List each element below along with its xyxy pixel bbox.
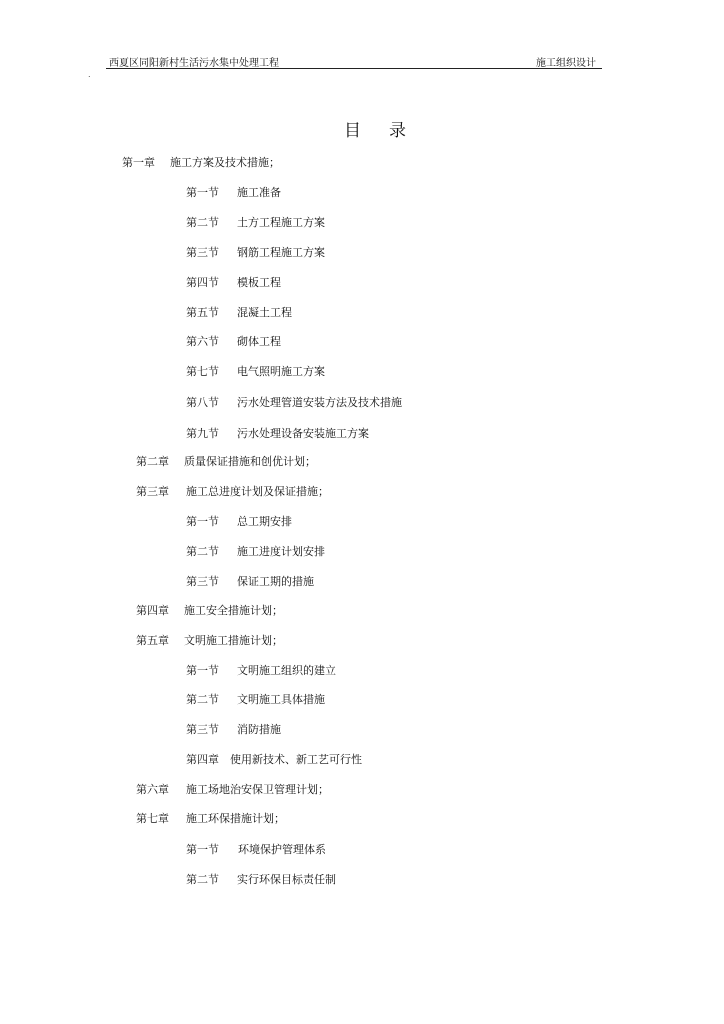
toc-entry xyxy=(186,723,281,737)
header-dot: . xyxy=(88,70,91,79)
toc-entry-text: 保证工期的措施 xyxy=(237,575,314,588)
toc-entry xyxy=(186,306,292,320)
toc-entry-number: 第二节 xyxy=(186,873,219,886)
page-title: 目录 xyxy=(344,121,434,141)
toc-entry-text: 电气照明施工方案 xyxy=(237,365,325,378)
toc-entry xyxy=(186,575,314,589)
toc-entry-text: 施工场地治安保卫管理计划； xyxy=(186,783,329,796)
toc-entry xyxy=(186,427,369,441)
toc-entry xyxy=(136,812,285,826)
toc-entry-text: 污水处理设备安装施工方案 xyxy=(237,427,369,440)
toc-entry-number: 第六节 xyxy=(186,335,219,348)
toc-entry xyxy=(186,216,325,230)
toc-entry-text: 质量保证措施和创优计划； xyxy=(184,455,316,468)
toc-entry xyxy=(186,843,326,857)
toc-entry-number: 第七节 xyxy=(186,365,219,378)
toc-entry-number: 第三节 xyxy=(186,723,219,736)
toc-entry xyxy=(186,515,292,529)
toc-entry-number: 第二节 xyxy=(186,216,219,229)
toc-entry-number: 第九节 xyxy=(186,427,219,440)
toc-entry xyxy=(186,545,325,559)
header-divider xyxy=(106,68,602,69)
toc-entry xyxy=(122,156,280,170)
toc-entry xyxy=(136,485,329,499)
toc-entry-text: 文明施工组织的建立 xyxy=(237,664,336,677)
toc-entry xyxy=(136,783,329,797)
toc-entry-number: 第六章 xyxy=(136,783,169,796)
header-project-title: 西夏区同阳新村生活污水集中处理工程 xyxy=(109,58,279,69)
toc-entry-text: 污水处理管道安装方法及技术措施 xyxy=(237,396,402,409)
toc-entry-number: 第一章 xyxy=(122,156,155,169)
toc-entry-text: 施工总进度计划及保证措施； xyxy=(186,485,329,498)
toc-entry xyxy=(136,455,316,469)
toc-entry xyxy=(186,693,325,707)
toc-entry-text: 混凝土工程 xyxy=(237,306,292,319)
toc-entry-text: 环境保护管理体系 xyxy=(238,843,326,856)
toc-entry-number: 第二章 xyxy=(136,455,169,468)
toc-entry-number: 第一节 xyxy=(186,664,219,677)
header-document-type: 施工组织设计 xyxy=(536,58,596,69)
toc-entry-number: 第四章 xyxy=(186,753,219,766)
toc-entry-number: 第七章 xyxy=(136,812,169,825)
toc-entry-text: 文明施工措施计划； xyxy=(184,634,283,647)
toc-entry-text: 砌体工程 xyxy=(237,335,281,348)
toc-entry xyxy=(186,396,402,410)
toc-entry-number: 第五章 xyxy=(136,634,169,647)
toc-entry-text: 钢筋工程施工方案 xyxy=(237,246,325,259)
toc-entry-text: 土方工程施工方案 xyxy=(237,216,325,229)
toc-entry xyxy=(186,276,281,290)
toc-entry-number: 第四章 xyxy=(136,604,169,617)
toc-entry xyxy=(186,873,336,887)
toc-entry xyxy=(186,246,325,260)
toc-entry-number: 第一节 xyxy=(186,515,219,528)
toc-entry-number: 第三节 xyxy=(186,246,219,259)
toc-entry xyxy=(186,335,281,349)
toc-entry-text: 施工环保措施计划； xyxy=(186,812,285,825)
toc-entry-number: 第二节 xyxy=(186,545,219,558)
toc-entry xyxy=(136,634,283,648)
toc-entry-text: 施工准备 xyxy=(237,186,281,199)
toc-entry-text: 使用新技术、新工艺可行性 xyxy=(230,753,362,766)
toc-entry-text: 实行环保目标责任制 xyxy=(237,873,336,886)
toc-entry-text: 施工方案及技术措施； xyxy=(170,156,280,169)
toc-entry-number: 第二节 xyxy=(186,693,219,706)
toc-entry-text: 施工安全措施计划； xyxy=(184,604,283,617)
toc-entry xyxy=(186,753,362,767)
toc-entry xyxy=(186,365,325,379)
toc-entry-number: 第五节 xyxy=(186,306,219,319)
toc-entry-number: 第八节 xyxy=(186,396,219,409)
toc-entry xyxy=(136,604,283,618)
toc-entry-number: 第一节 xyxy=(186,186,219,199)
toc-entry-number: 第三章 xyxy=(136,485,169,498)
toc-entry-number: 第一节 xyxy=(186,843,219,856)
toc-entry-number: 第四节 xyxy=(186,276,219,289)
toc-entry xyxy=(186,186,281,200)
toc-entry-number: 第三节 xyxy=(186,575,219,588)
toc-entry xyxy=(186,664,336,678)
toc-entry-text: 总工期安排 xyxy=(237,515,292,528)
toc-entry-text: 消防措施 xyxy=(237,723,281,736)
toc-entry-text: 文明施工具体措施 xyxy=(237,693,325,706)
toc-entry-text: 模板工程 xyxy=(237,276,281,289)
toc-entry-text: 施工进度计划安排 xyxy=(237,545,325,558)
